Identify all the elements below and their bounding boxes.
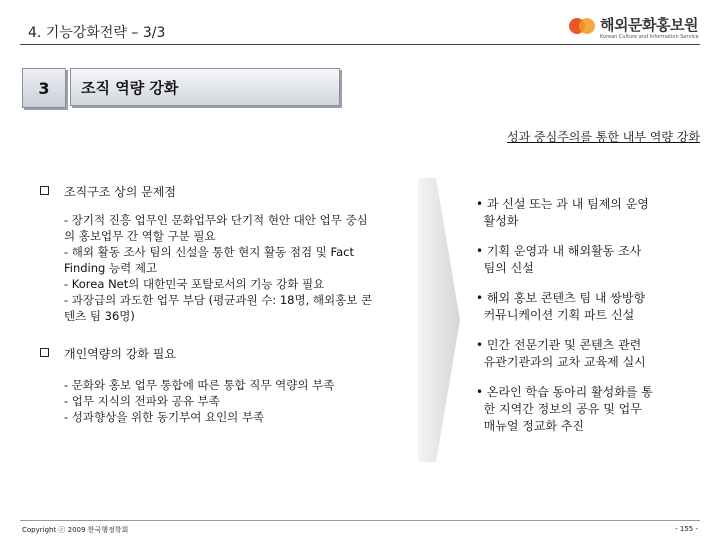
logo-subtitle: Korean Culture and Information Service: [600, 34, 699, 40]
page-number: - 155 -: [675, 525, 698, 533]
solution-line: 유관기관과의 교차 교육제 실시: [476, 355, 646, 369]
detail-line: - 문화와 홍보 업무 통합에 따른 통합 직무 역량의 부족: [64, 378, 335, 392]
logo-name: 해외문화홍보원: [600, 16, 698, 34]
solution-list: [476, 196, 696, 448]
solution-line: 활성화: [476, 214, 519, 228]
detail-line: - 해외 활동 조사 팀의 신설을 통한 현지 활동 점검 및 Fact: [64, 245, 354, 259]
solution-item: [476, 384, 696, 435]
section-number-badge: 3: [22, 68, 66, 108]
detail-line: - 성과향상을 위한 동기부여 요인의 부족: [64, 410, 265, 424]
right-arrow-icon: [418, 178, 460, 462]
detail-line: - 과장급의 과도한 업무 부담 (평균과원 수: 18명, 해외홍보 콘: [64, 293, 373, 307]
solution-line: • 기획 운영과 내 해외활동 조사: [476, 244, 642, 258]
logo: [568, 10, 704, 44]
solution-line: • 과 신설 또는 과 내 팀제의 운영: [476, 197, 649, 211]
solution-line: • 해외 홍보 콘텐츠 팀 내 쌍방향: [476, 291, 646, 305]
section-title: 조직 역량 강화: [70, 68, 340, 106]
detail-line: - 업무 지식의 전파와 공유 부족: [64, 394, 220, 408]
solution-item: [476, 196, 696, 230]
solution-line: • 민간 전문기관 및 콘텐츠 관련: [476, 338, 642, 352]
problem-title: 조직구조 상의 문제점: [64, 185, 176, 199]
header-divider: [20, 44, 700, 45]
solution-line: • 온라인 학습 동아리 활성화를 통: [476, 385, 653, 399]
footer-divider: [20, 520, 700, 521]
solution-line: 매뉴얼 정교화 추진: [476, 419, 584, 433]
page-subtitle: 성과 중심주의를 통한 내부 역량 강화: [507, 130, 700, 144]
header-title: 4. 기능강화전략 – 3/3: [28, 25, 166, 41]
detail-line: 의 홍보업무 간 역할 구분 필요: [64, 229, 216, 243]
problem-details: [64, 212, 372, 324]
problem-details: [64, 377, 334, 425]
detail-line: 텐츠 팀 36명): [64, 309, 135, 323]
solution-line: 한 지역간 정보의 공유 및 업무: [476, 402, 642, 416]
checkbox-bullet-icon: [40, 348, 49, 357]
detail-line: Finding 능력 제고: [64, 261, 158, 275]
solution-line: 커뮤니케이션 기획 파트 신설: [476, 308, 635, 322]
solution-item: [476, 337, 696, 371]
problem-title: 개인역량의 강화 필요: [64, 347, 176, 361]
copyright-text: Copyright ⓒ 2009 한국행정학회: [22, 526, 129, 534]
detail-line: - Korea Net의 대한민국 포탈로서의 기능 강화 필요: [64, 277, 325, 291]
checkbox-bullet-icon: [40, 186, 49, 195]
solution-item: [476, 243, 696, 277]
solution-item: [476, 290, 696, 324]
solution-line: 팀의 신설: [476, 261, 534, 275]
logo-mark-icon: [568, 14, 598, 38]
detail-line: - 장기적 진흥 업무인 문화업무와 단기적 현안 대안 업무 중심: [64, 213, 368, 227]
